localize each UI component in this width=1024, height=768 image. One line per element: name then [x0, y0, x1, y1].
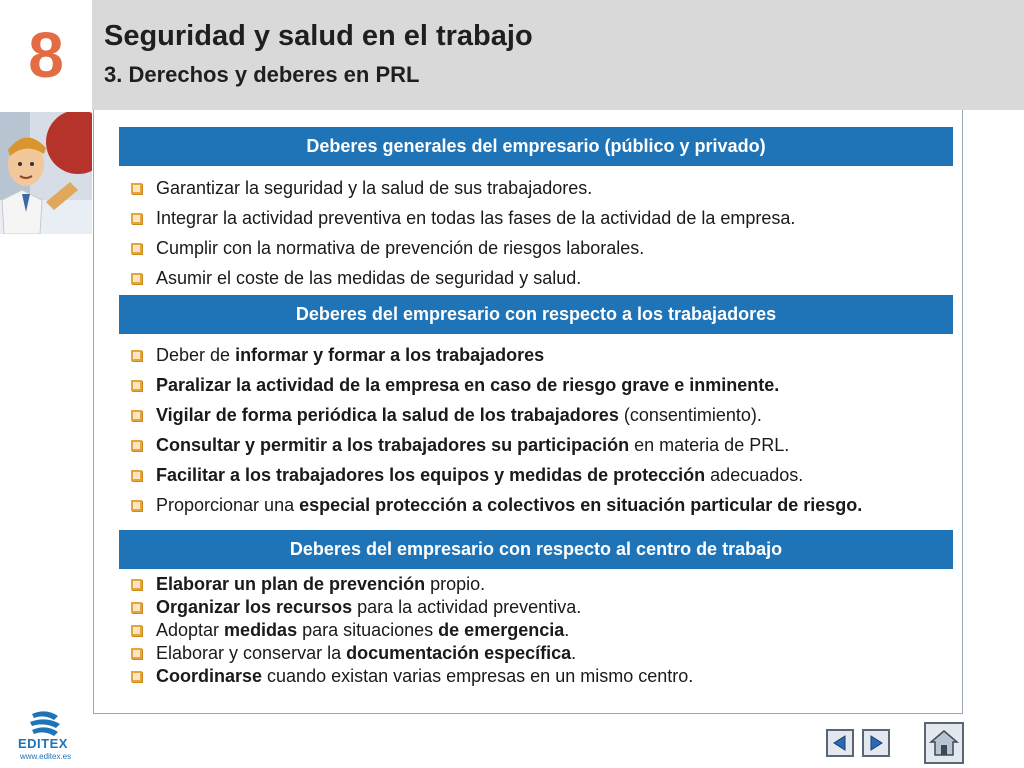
- list-item-segment: para la actividad preventiva.: [352, 597, 582, 617]
- list-item-text: [156, 375, 779, 396]
- checkbox-bullet-icon: [131, 350, 142, 361]
- home-button[interactable]: [924, 722, 964, 764]
- list-item-text: [156, 620, 569, 641]
- list-item-segment: en materia de PRL.: [629, 434, 790, 455]
- list-item-bold-segment: Consultar y permitir a los trabajadores su participación: [156, 434, 630, 455]
- section-title-general: Deberes generales del empresario (público y privado): [306, 136, 766, 156]
- list-item-segment: Deber de: [156, 344, 236, 365]
- list-item: [131, 203, 795, 233]
- list-item: [131, 573, 693, 596]
- bullet-list-general: [131, 173, 795, 293]
- list-item-bold-segment: Facilitar a los trabajadores los equipos y medidas de protección: [156, 464, 706, 485]
- list-item-text: [156, 465, 803, 486]
- list-item-bold-segment: Elaborar un plan de prevención: [156, 574, 426, 594]
- list-item: [131, 263, 795, 293]
- list-item-text: [156, 238, 644, 259]
- list-item: [131, 642, 693, 665]
- list-item-text: [156, 643, 576, 664]
- list-item-segment: .: [564, 620, 570, 640]
- list-item: [131, 173, 795, 203]
- editex-logo-mark-icon: [18, 710, 74, 736]
- list-item: [131, 490, 862, 520]
- list-item-bold-segment: especial protección a colectivos en situación particular de riesgo.: [299, 494, 863, 515]
- section-header-workers: [119, 295, 953, 334]
- checkbox-bullet-icon: [131, 243, 142, 254]
- checkbox-bullet-icon: [131, 380, 142, 391]
- list-item-segment: cuando existan varias empresas en un mismo centro.: [262, 666, 694, 686]
- chapter-number: 8: [28, 19, 64, 91]
- list-item-segment: Elaborar y conservar la: [156, 643, 347, 663]
- list-item-segment: para situaciones: [297, 620, 439, 640]
- triangle-left-icon: [831, 734, 849, 752]
- list-item-segment: Garantizar la seguridad y la salud de sus trabajadores.: [156, 177, 593, 198]
- list-item: [131, 460, 862, 490]
- list-item: [131, 400, 862, 430]
- list-item: [131, 596, 693, 619]
- list-item: [131, 340, 862, 370]
- list-item-segment: .: [571, 643, 577, 663]
- list-item-bold-segment: informar y formar a los trabajadores: [235, 344, 545, 365]
- checkbox-bullet-icon: [131, 671, 142, 682]
- section-header-workplace: [119, 530, 953, 569]
- list-item-text: [156, 208, 795, 229]
- page-subtitle: 3. Derechos y deberes en PRL: [104, 62, 420, 87]
- previous-slide-button[interactable]: [826, 729, 854, 757]
- logo-url: www.editex.es: [20, 752, 72, 761]
- bullet-list-workers: [131, 340, 862, 520]
- list-item: [131, 370, 862, 400]
- header-band: [92, 0, 1024, 110]
- list-item-segment: Cumplir con la normativa de prevención de riesgos laborales.: [156, 237, 645, 258]
- worker-illustration-art: [0, 112, 92, 234]
- checkbox-bullet-icon: [131, 500, 142, 511]
- logo-text: EDITEX: [18, 736, 68, 751]
- list-item-bold-segment: documentación específica: [346, 643, 572, 663]
- section-title-workplace: Deberes del empresario con respecto al centro de trabajo: [289, 539, 783, 559]
- checkbox-bullet-icon: [131, 273, 142, 284]
- list-item-segment: Proporcionar una: [156, 494, 300, 515]
- checkbox-bullet-icon: [131, 602, 142, 613]
- list-item: [131, 430, 862, 460]
- list-item-segment: Asumir el coste de las medidas de seguridad y salud.: [156, 267, 582, 288]
- list-item-text: [156, 597, 581, 618]
- list-item-text: [156, 268, 581, 289]
- checkbox-bullet-icon: [131, 213, 142, 224]
- list-item-text: [156, 495, 862, 516]
- list-item-bold-segment: Paralizar la actividad de la empresa en caso de riesgo grave e inminente.: [156, 374, 780, 395]
- checkbox-bullet-icon: [131, 440, 142, 451]
- list-item-segment: adecuados.: [705, 464, 804, 485]
- checkbox-bullet-icon: [131, 579, 142, 590]
- triangle-right-icon: [867, 734, 885, 752]
- list-item: [131, 233, 795, 263]
- section-header-general: [119, 127, 953, 166]
- list-item-bold-segment: medidas: [224, 620, 298, 640]
- checkbox-bullet-icon: [131, 410, 142, 421]
- list-item-bold-segment: Vigilar de forma periódica la salud de los trabajadores: [156, 404, 619, 425]
- worker-illustration: [0, 112, 92, 234]
- list-item-bold-segment: Organizar los recursos: [156, 597, 353, 617]
- chapter-box: [0, 0, 92, 110]
- list-item-text: [156, 345, 544, 366]
- list-item: [131, 619, 693, 642]
- list-item-segment: (consentimiento).: [618, 404, 762, 425]
- list-item: [131, 665, 693, 688]
- list-item-text: [156, 178, 592, 199]
- list-item-text: [156, 666, 693, 687]
- next-slide-button[interactable]: [862, 729, 890, 757]
- list-item-text: [156, 435, 789, 456]
- checkbox-bullet-icon: [131, 470, 142, 481]
- section-title-workers: Deberes del empresario con respecto a los trabajadores: [295, 304, 777, 324]
- checkbox-bullet-icon: [131, 625, 142, 636]
- list-item-segment: propio.: [425, 574, 486, 594]
- list-item-bold-segment: de emergencia: [438, 620, 565, 640]
- page-title: Seguridad y salud en el trabajo: [104, 20, 533, 52]
- list-item-bold-segment: Coordinarse: [156, 666, 263, 686]
- checkbox-bullet-icon: [131, 183, 142, 194]
- list-item-text: [156, 405, 762, 426]
- list-item-segment: Integrar la actividad preventiva en todas las fases de la actividad de la empresa.: [156, 207, 796, 228]
- bullet-list-workplace: [131, 573, 693, 688]
- list-item-text: [156, 574, 485, 595]
- list-item-segment: Adoptar: [156, 620, 225, 640]
- checkbox-bullet-icon: [131, 648, 142, 659]
- home-icon: [929, 728, 959, 758]
